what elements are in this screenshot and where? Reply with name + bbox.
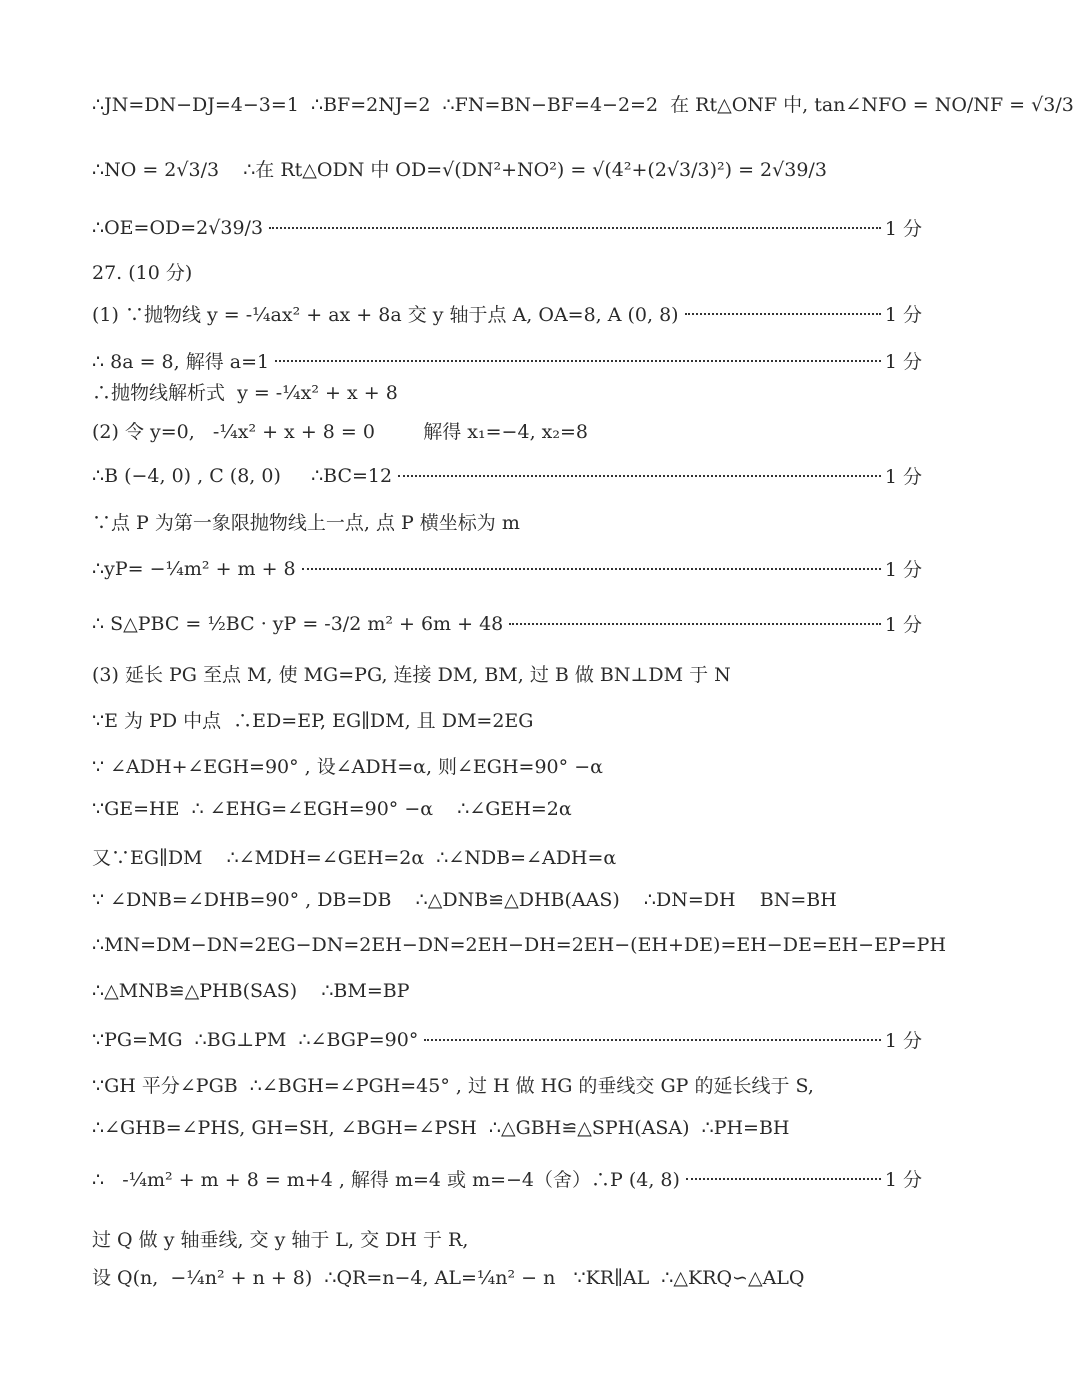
score-label: 1 分 xyxy=(884,1169,922,1191)
dotted-leader xyxy=(269,227,881,229)
solution-line xyxy=(92,90,1074,117)
line-text: ∵GE=HE ∴ ∠EHG=∠EGH=90° −α ∴∠GEH=2α xyxy=(92,798,572,820)
solution-line xyxy=(92,155,922,182)
line-text: ∴ S△PBC = ½BC · yP = -3/2 m² + 6m + 48 xyxy=(92,612,504,635)
solution-line xyxy=(92,417,922,444)
dotted-leader xyxy=(509,623,881,625)
line-text: ∴抛物线解析式 y = -¼x² + x + 8 xyxy=(92,382,398,404)
solution-line xyxy=(92,610,922,637)
line-text: (1) ∵抛物线 y = -¼ax² + ax + 8a 交 y 轴于点 A, OA=8, A (0, 8) xyxy=(92,304,679,326)
score-label: 1 分 xyxy=(884,218,922,240)
line-text: 设 Q(n, −¼n² + n + 8) ∴QR=n−4, AL=¼n² − n ∵KR∥AL ∴△KRQ∽△ALQ xyxy=(92,1267,805,1289)
solution-line xyxy=(92,508,922,535)
line-text: ∴JN=DN−DJ=4−3=1 ∴BF=2NJ=2 ∴FN=BN−BF=4−2=2 在 Rt△ONF 中, tan∠NFO = NO/NF = √3/3 xyxy=(92,94,1074,116)
line-text: (3) 延长 PG 至点 M, 使 MG=PG, 连接 DM, BM, 过 B 做 BN⊥DM 于 N xyxy=(92,664,731,686)
line-text: ∴MN=DM−DN=2EG−DN=2EH−DN=2EH−DH=2EH−(EH+DE)=EH−DE=EH−EP=PH xyxy=(92,934,947,956)
line-text: ∴ -¼m² + m + 8 = m+4 , 解得 m=4 或 m=−4（舍）∴P (4, 8) xyxy=(92,1169,680,1191)
solution-line xyxy=(92,980,922,1002)
score-label: 1 分 xyxy=(884,1030,922,1052)
dotted-leader xyxy=(686,1178,881,1180)
line-text: ∵点 P 为第一象限抛物线上一点, 点 P 横坐标为 m xyxy=(92,512,520,534)
solution-line xyxy=(92,1263,922,1290)
solution-line xyxy=(92,378,922,405)
solution-line xyxy=(92,798,922,820)
line-text: ∴ 8a = 8, 解得 a=1 xyxy=(92,351,270,373)
solution-line xyxy=(92,1117,922,1139)
line-text: ∴△MNB≌△PHB(SAS) ∴BM=BP xyxy=(92,980,410,1002)
line-text: ∵ ∠DNB=∠DHB=90° , DB=DB ∴△DNB≌△DHB(AAS) ∴DN=DH BN=BH xyxy=(92,889,837,911)
line-text: ∵GH 平分∠PGB ∴∠BGH=∠PGH=45° , 过 H 做 HG 的垂线交 GP 的延长线于 S, xyxy=(92,1075,814,1097)
line-text: ∴NO = 2√3/3 ∴在 Rt△ODN 中 OD=√(DN²+NO²) = √(4²+(2√3/3)²) = 2√39/3 xyxy=(92,159,827,181)
score-label: 1 分 xyxy=(884,559,922,581)
solution-line xyxy=(92,214,922,241)
line-text: 27. (10 分) xyxy=(92,262,193,284)
line-text: ∴B (−4, 0) , C (8, 0) ∴BC=12 xyxy=(92,464,393,487)
solution-line xyxy=(92,1225,922,1252)
solution-line xyxy=(92,889,922,911)
question-heading xyxy=(92,258,922,285)
line-text: ∵E 为 PD 中点 ∴ED=EP, EG∥DM, 且 DM=2EG xyxy=(92,710,534,732)
dotted-leader xyxy=(685,313,881,315)
solution-line xyxy=(92,347,922,374)
dotted-leader xyxy=(398,475,881,477)
solution-line xyxy=(92,555,922,582)
solution-line xyxy=(92,660,922,687)
solution-line xyxy=(92,1071,922,1098)
line-text: (2) 令 y=0, -¼x² + x + 8 = 0 解得 x₁=−4, x₂=8 xyxy=(92,421,588,443)
score-label: 1 分 xyxy=(884,351,922,373)
score-label: 1 分 xyxy=(884,304,922,326)
solution-line xyxy=(92,706,922,733)
line-text: ∴∠GHB=∠PHS, GH=SH, ∠BGH=∠PSH ∴△GBH≌△SPH(ASA) ∴PH=BH xyxy=(92,1117,790,1139)
solution-line xyxy=(92,1026,922,1053)
solution-line xyxy=(92,843,922,870)
dotted-leader xyxy=(302,568,881,570)
line-text: ∴yP= −¼m² + m + 8 xyxy=(92,557,296,580)
dotted-leader xyxy=(424,1039,881,1041)
line-text: ∴OE=OD=2√39/3 xyxy=(92,216,264,239)
solution-line xyxy=(92,1165,922,1192)
solution-line xyxy=(92,934,947,956)
solution-line xyxy=(92,300,922,327)
dotted-leader xyxy=(275,360,881,362)
line-text: 过 Q 做 y 轴垂线, 交 y 轴于 L, 交 DH 于 R, xyxy=(92,1229,469,1251)
solution-line xyxy=(92,462,922,489)
score-label: 1 分 xyxy=(884,614,922,636)
score-label: 1 分 xyxy=(884,466,922,488)
line-text: ∵PG=MG ∴BG⊥PM ∴∠BGP=90° xyxy=(92,1028,419,1051)
solution-line xyxy=(92,752,922,779)
line-text: ∵ ∠ADH+∠EGH=90° , 设∠ADH=α, 则∠EGH=90° −α xyxy=(92,756,603,778)
line-text: 又∵EG∥DM ∴∠MDH=∠GEH=2α ∴∠NDB=∠ADH=α xyxy=(92,847,617,869)
